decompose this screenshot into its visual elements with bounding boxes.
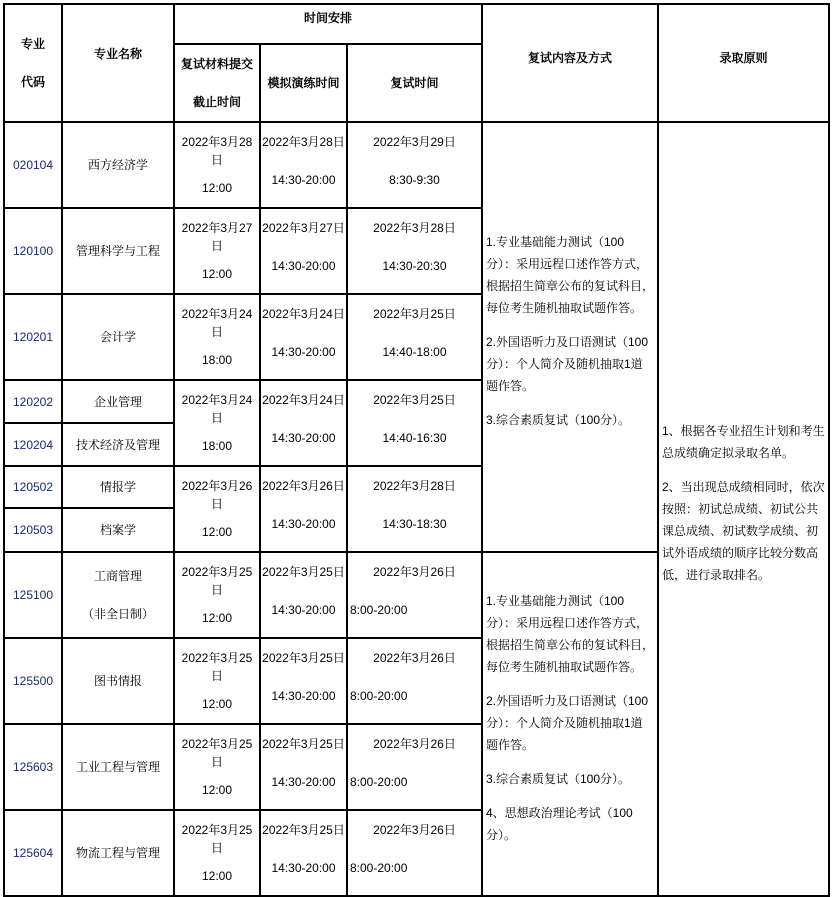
major-code: 125603	[4, 724, 62, 810]
major-code: 120201	[4, 294, 62, 380]
content-cell-professional	[482, 552, 658, 896]
date-cell	[260, 638, 347, 724]
date-cell	[260, 552, 347, 638]
date-line: 2022年3月25日	[373, 307, 456, 321]
date-line: 2022年3月26日	[262, 479, 345, 493]
major-code: 020104	[4, 122, 62, 208]
date-line: 2022年3月25日	[373, 393, 456, 407]
admission-schedule-table	[3, 3, 830, 897]
header-mock: 模拟演练时间	[260, 44, 347, 122]
major-code: 120503	[4, 508, 62, 552]
date-line: 2022年3月28日	[373, 479, 456, 493]
header-submit-line: 截止时间	[192, 95, 241, 109]
date-line: 2022年3月26日	[181, 479, 253, 511]
date-line: 2022年3月25日	[262, 651, 345, 665]
content-item: 4、思想政治理论考试（100分）。	[486, 806, 633, 842]
date-cell	[347, 810, 482, 896]
major-code: 120204	[4, 423, 62, 466]
time-line: 14:30-20:00	[271, 861, 336, 875]
major-code: 125500	[4, 638, 62, 724]
major-name-line: （非全日制）	[81, 607, 154, 621]
content-item: 3.综合素质复试（100分）。	[486, 772, 631, 786]
date-line: 2022年3月25日	[181, 651, 253, 683]
principle-item: 1、根据各专业招生计划和考生总成绩确定拟录取名单。	[662, 424, 825, 460]
time-line: 8:30-9:30	[389, 173, 440, 187]
header-code	[4, 4, 62, 122]
major-name: 图书情报	[62, 638, 174, 724]
date-line: 2022年3月27日	[181, 221, 253, 253]
date-cell	[174, 122, 260, 208]
major-name	[62, 552, 174, 638]
date-line: 2022年3月26日	[373, 737, 456, 751]
date-cell	[174, 638, 260, 724]
date-line: 2022年3月26日	[373, 823, 456, 837]
date-cell	[260, 208, 347, 294]
date-cell	[347, 638, 482, 724]
date-line: 2022年3月26日	[373, 651, 456, 665]
time-line: 12:00	[201, 869, 233, 883]
time-line: 18:00	[201, 353, 233, 367]
time-line: 14:40-18:00	[382, 345, 447, 359]
time-line: 12:00	[201, 697, 233, 711]
major-name-line: 工商管理	[93, 569, 142, 583]
header-schedule: 时间安排	[174, 4, 482, 44]
time-line: 8:00-20:00	[350, 775, 408, 789]
time-line: 14:30-20:00	[271, 173, 336, 187]
date-cell	[347, 552, 482, 638]
content-item: 1.专业基础能力测试（100分）：采用远程口述作答方式，根据招生简章公布的复试科目，每位考生随机抽取试题作答。	[486, 235, 655, 315]
time-line: 12:00	[201, 783, 233, 797]
date-line: 2022年3月28日	[373, 221, 456, 235]
date-cell	[347, 294, 482, 380]
major-name: 档案学	[62, 508, 174, 552]
date-cell	[260, 466, 347, 552]
date-line: 2022年3月28日	[262, 135, 345, 149]
time-line: 14:40-16:30	[382, 431, 447, 445]
date-cell	[174, 466, 260, 552]
date-line: 2022年3月25日	[181, 823, 253, 855]
date-line: 2022年3月25日	[262, 823, 345, 837]
major-code: 125100	[4, 552, 62, 638]
major-name: 物流工程与管理	[62, 810, 174, 896]
date-cell	[260, 380, 347, 466]
principle-cell	[658, 122, 829, 896]
date-line: 2022年3月28日	[181, 135, 253, 167]
date-line: 2022年3月25日	[262, 737, 345, 751]
time-line: 8:00-20:00	[350, 689, 408, 703]
principle-item: 2、当出现总成绩相同时，依次按照：初试总成绩、初试公共课总成绩、初试数学成绩、初试外语成绩的顺序比较分数高低，进行录取排名。	[662, 480, 825, 582]
major-code: 120502	[4, 466, 62, 508]
major-name: 技术经济及管理	[62, 423, 174, 466]
time-line: 12:00	[201, 611, 233, 625]
date-line: 2022年3月24日	[181, 307, 253, 339]
major-name: 企业管理	[62, 380, 174, 423]
date-cell	[347, 380, 482, 466]
date-cell	[174, 294, 260, 380]
date-cell	[347, 122, 482, 208]
time-line: 12:00	[201, 267, 233, 281]
content-item: 3.综合素质复试（100分）。	[486, 413, 631, 427]
date-cell	[174, 380, 260, 466]
time-line: 8:00-20:00	[350, 603, 408, 617]
major-name: 西方经济学	[62, 122, 174, 208]
date-cell	[260, 810, 347, 896]
date-cell	[174, 208, 260, 294]
date-cell	[347, 466, 482, 552]
header-submit-line: 复试材料提交	[180, 57, 253, 71]
major-code: 120100	[4, 208, 62, 294]
time-line: 12:00	[201, 181, 233, 195]
date-cell	[260, 294, 347, 380]
major-name: 会计学	[62, 294, 174, 380]
date-cell	[174, 810, 260, 896]
date-cell	[347, 724, 482, 810]
major-name: 工业工程与管理	[62, 724, 174, 810]
time-line: 14:30-18:30	[382, 517, 447, 531]
date-line: 2022年3月24日	[181, 393, 253, 425]
header-principle: 录取原则	[658, 4, 829, 122]
date-line: 2022年3月25日	[181, 565, 253, 597]
date-cell	[260, 724, 347, 810]
date-line: 2022年3月24日	[262, 307, 345, 321]
major-code: 125604	[4, 810, 62, 896]
major-code: 120202	[4, 380, 62, 423]
date-cell	[174, 552, 260, 638]
major-name: 管理科学与工程	[62, 208, 174, 294]
time-line: 14:30-20:00	[271, 689, 336, 703]
major-name: 情报学	[62, 466, 174, 508]
content-cell-academic	[482, 122, 658, 552]
header-exam: 复试时间	[347, 44, 482, 122]
header-code-line: 专业	[20, 37, 45, 51]
date-line: 2022年3月27日	[262, 221, 345, 235]
time-line: 14:30-20:30	[382, 259, 447, 273]
header-content: 复试内容及方式	[482, 4, 658, 122]
header-submit	[174, 44, 260, 122]
table-row	[4, 122, 829, 208]
date-cell	[347, 208, 482, 294]
content-item: 1.专业基础能力测试（100分）：采用远程口述作答方式，根据招生简章公布的复试科目，每位考生随机抽取试题作答。	[486, 594, 655, 674]
date-line: 2022年3月24日	[262, 393, 345, 407]
time-line: 14:30-20:00	[271, 603, 336, 617]
content-item: 2.外国语听力及口语测试（100分）：个人简介及随机抽取1道题作答。	[486, 694, 649, 752]
time-line: 14:30-20:00	[271, 259, 336, 273]
time-line: 14:30-20:00	[271, 517, 336, 531]
table-body	[4, 122, 829, 896]
header-code-line: 代码	[20, 75, 45, 89]
content-item: 2.外国语听力及口语测试（100分）：个人简介及随机抽取1道题作答。	[486, 335, 649, 393]
time-line: 12:00	[201, 525, 233, 539]
header-name: 专业名称	[62, 4, 174, 122]
time-line: 14:30-20:00	[271, 775, 336, 789]
date-line: 2022年3月25日	[181, 737, 253, 769]
time-line: 14:30-20:00	[271, 431, 336, 445]
time-line: 14:30-20:00	[271, 345, 336, 359]
date-cell	[174, 724, 260, 810]
date-line: 2022年3月25日	[262, 565, 345, 579]
time-line: 8:00-20:00	[350, 861, 408, 875]
time-line: 18:00	[201, 439, 233, 453]
date-line: 2022年3月26日	[373, 565, 456, 579]
date-line: 2022年3月29日	[373, 135, 456, 149]
date-cell	[260, 122, 347, 208]
